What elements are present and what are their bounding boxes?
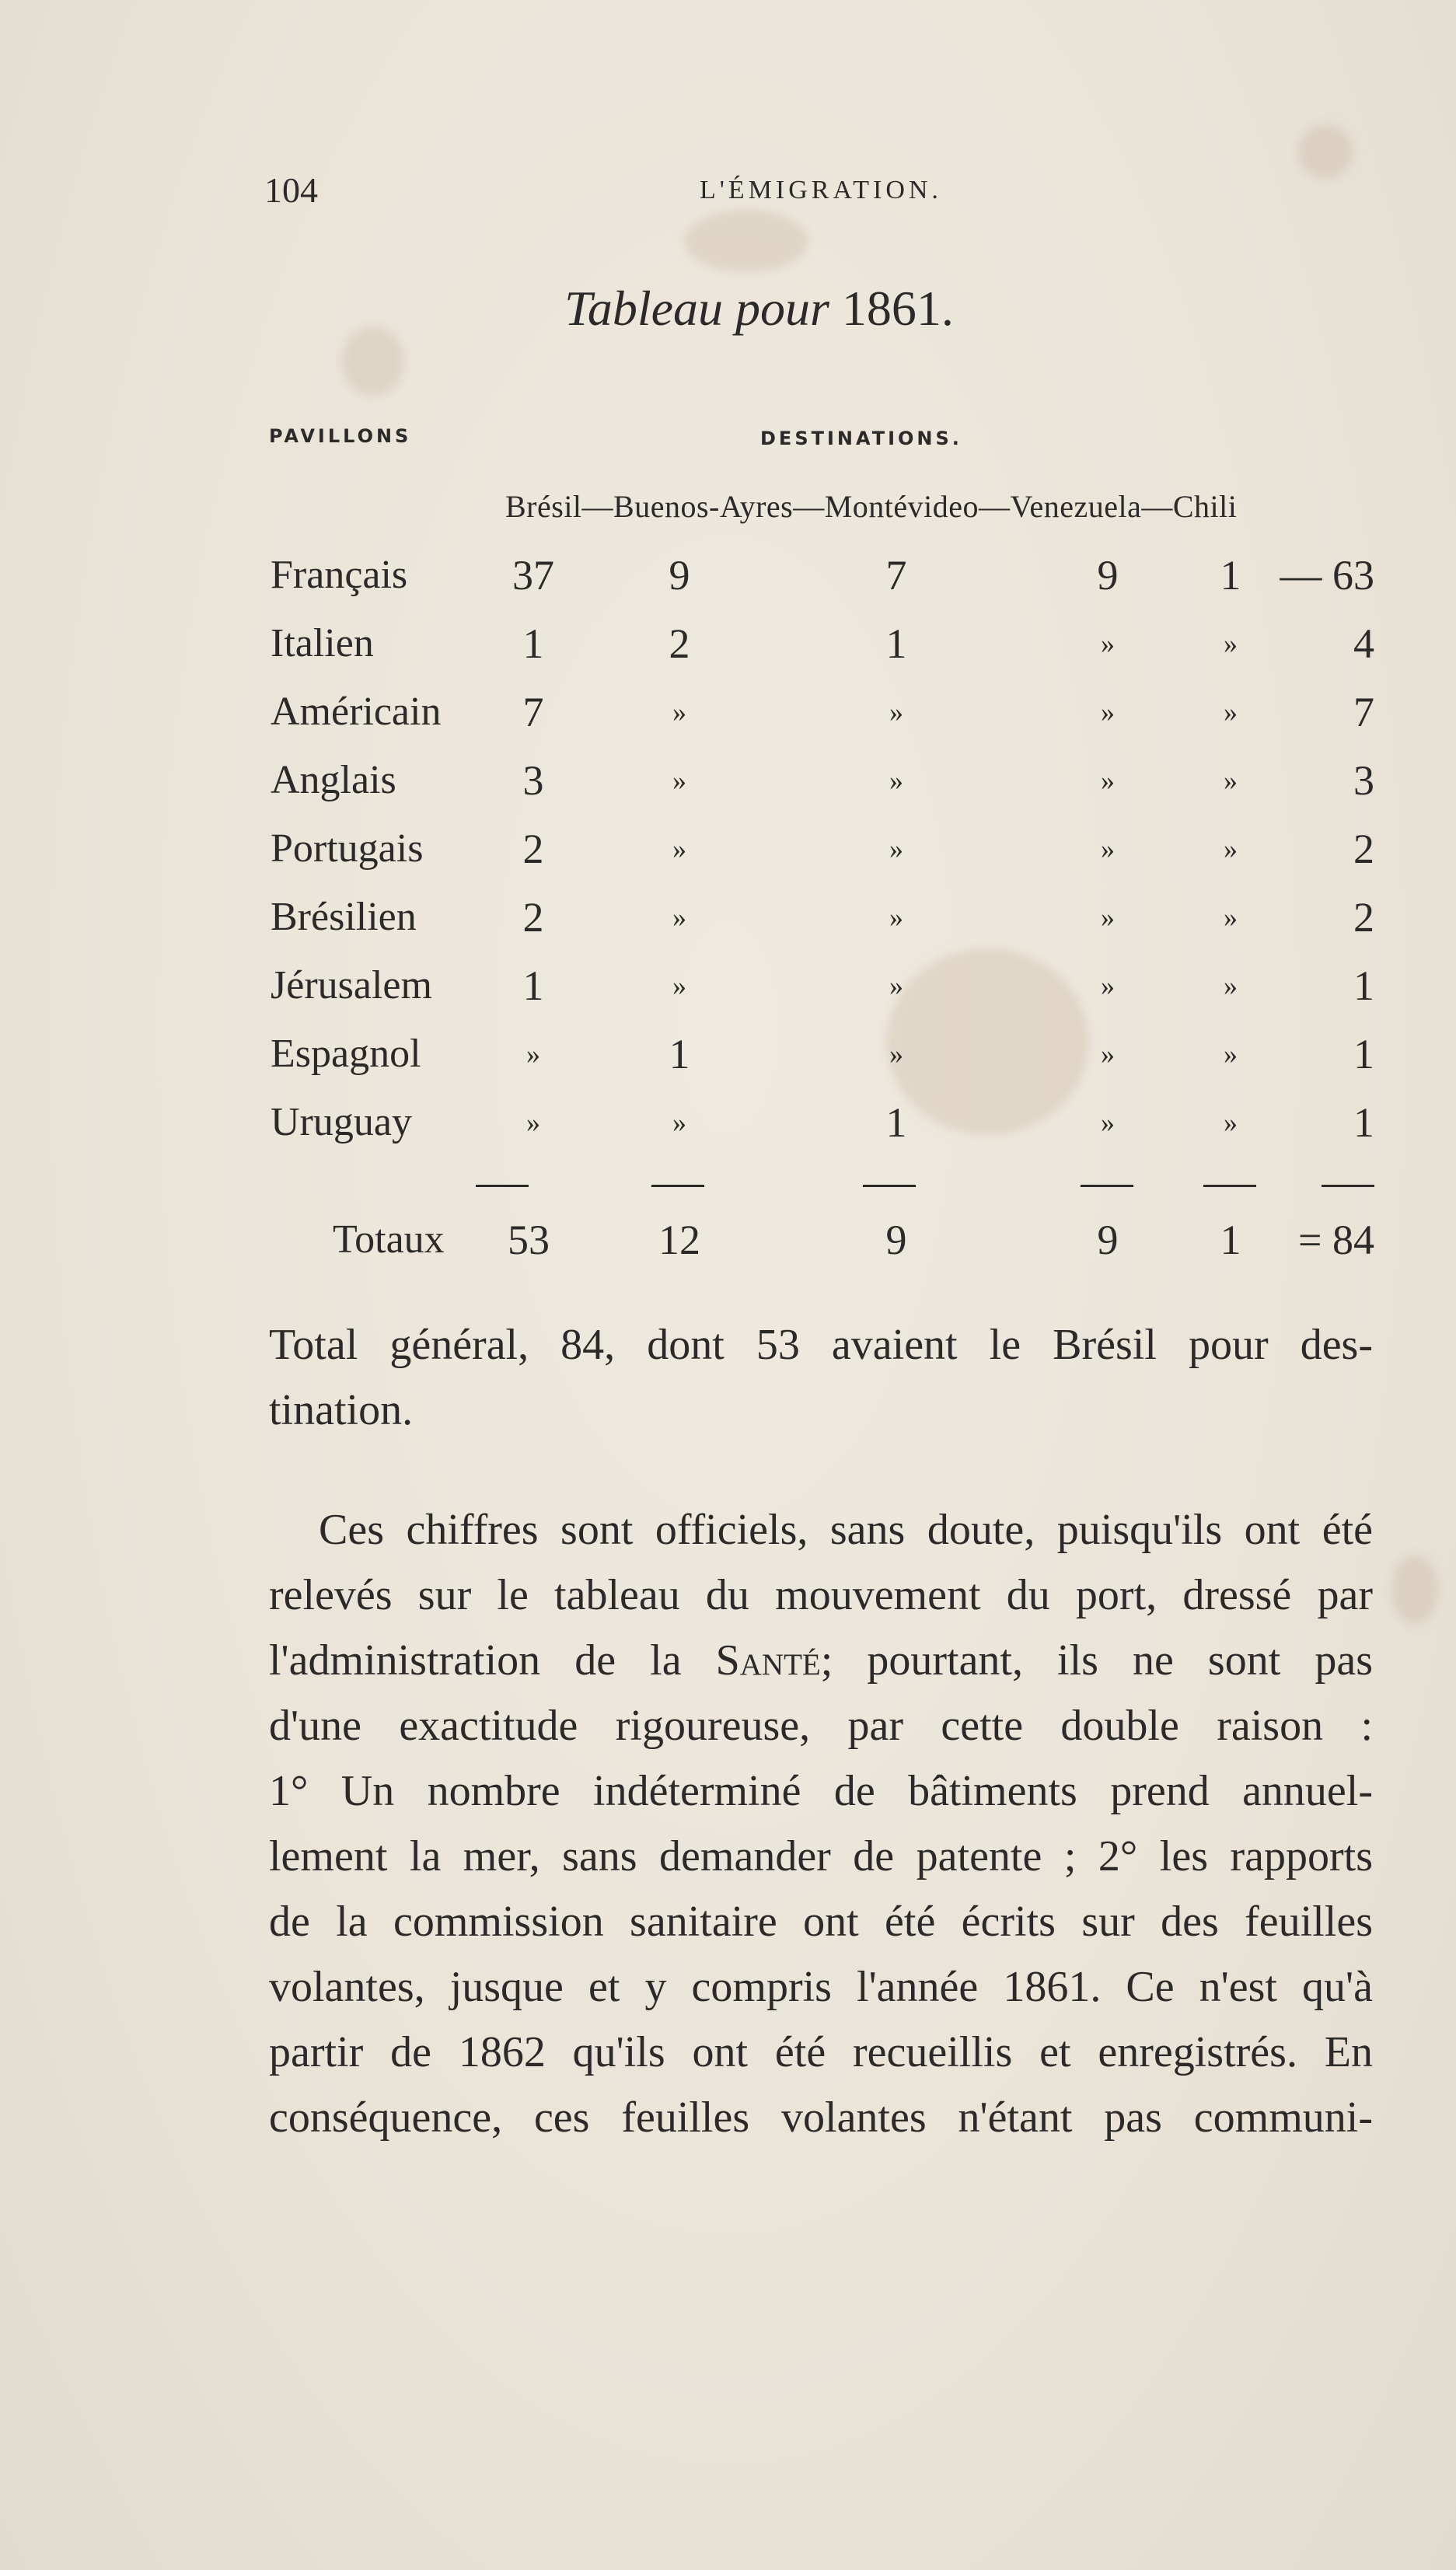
cell-chili: 1	[1220, 552, 1241, 599]
total-montevideo: 9	[885, 1217, 907, 1263]
cell-venezuela: »	[1101, 970, 1115, 1001]
cell-venezuela: »	[1101, 902, 1115, 933]
cell-bresil: 2	[522, 826, 544, 872]
text-line: de la commission sanitaire ont été écrits sur des feuilles	[269, 1898, 1373, 1946]
flag-name: Jérusalem	[271, 963, 432, 1007]
destinations-list: Brésil—Buenos-Ayres—Montévideo—Venezuela—Chili	[505, 489, 1238, 524]
total-bresil: 53	[508, 1217, 550, 1263]
cell-total: 1	[1353, 1031, 1374, 1077]
text-line: Ces chiffres sont officiels, sans doute, puisqu'ils ont été	[319, 1506, 1373, 1554]
cell-montevideo: 1	[885, 1099, 907, 1146]
cell-buenos-ayres: »	[672, 1107, 686, 1138]
cell-total: 2	[1353, 826, 1374, 872]
cell-buenos-ayres: »	[672, 970, 686, 1001]
table-row	[0, 1091, 1456, 1154]
text-line: relevés sur le tableau du mouvement du port, dressé par	[269, 1571, 1373, 1619]
cell-buenos-ayres: »	[672, 902, 686, 933]
text-line: tination.	[269, 1386, 414, 1434]
column-header-pavillons: PAVILLONS	[269, 425, 412, 447]
running-head	[264, 169, 1384, 216]
cell-total: 7	[1353, 689, 1374, 735]
text-line: volantes, jusque et y compris l'année 1861. Ce n'est qu'à	[269, 1963, 1373, 2011]
table-rule	[476, 1185, 529, 1187]
cell-buenos-ayres: »	[672, 833, 686, 864]
text-line: conséquence, ces feuilles volantes n'étant pas communi-	[269, 2093, 1373, 2142]
cell-bresil: 1	[522, 620, 544, 667]
text-line	[269, 1628, 1373, 1693]
cell-total: 1	[1353, 1099, 1374, 1146]
cell-chili: »	[1224, 902, 1238, 933]
cell-montevideo: »	[889, 970, 903, 1001]
total-chili: 1	[1220, 1217, 1241, 1263]
text-line: lement la mer, sans demander de patente ; 2° les rapports	[269, 1832, 1373, 1880]
cell-chili: »	[1224, 1039, 1238, 1070]
cell-bresil: 7	[522, 689, 544, 735]
table-title-prefix: Tableau pour	[564, 281, 829, 336]
cell-total: 3	[1353, 757, 1374, 804]
cell-total: 2	[1353, 894, 1374, 941]
cell-buenos-ayres: »	[672, 697, 686, 728]
small-caps-word: Santé	[715, 1636, 821, 1685]
text-segment: ; pourtant, ils ne sont pas	[820, 1636, 1373, 1685]
cell-chili: »	[1224, 970, 1238, 1001]
table-title	[0, 280, 1456, 337]
cell-chili: »	[1224, 1107, 1238, 1138]
cell-bresil: »	[526, 1039, 540, 1070]
paragraph-chiffres-officiels	[269, 1497, 1373, 2150]
table-row	[0, 886, 1456, 948]
cell-bresil: 2	[522, 894, 544, 941]
cell-venezuela: »	[1101, 833, 1115, 864]
flag-name: Américain	[271, 690, 442, 734]
table-row	[0, 1023, 1456, 1085]
text-segment: l'administration de la	[269, 1636, 682, 1685]
cell-montevideo: 1	[885, 620, 907, 667]
flag-name: Brésilien	[271, 895, 417, 939]
flag-name: Italien	[271, 621, 374, 665]
total-buenos-ayres: 12	[658, 1217, 700, 1263]
cell-montevideo: »	[889, 833, 903, 864]
cell-bresil: »	[526, 1107, 540, 1138]
cell-venezuela: »	[1101, 697, 1115, 728]
text-line: 1° Un nombre indéterminé de bâtiments prend annuel-	[269, 1767, 1373, 1815]
text-line: d'une exactitude rigoureuse, par cette double raison :	[269, 1702, 1373, 1750]
cell-buenos-ayres: 2	[669, 620, 690, 667]
totals-label: Totaux	[333, 1217, 445, 1262]
table-row	[0, 681, 1456, 743]
table-row	[0, 613, 1456, 675]
table-row	[0, 955, 1456, 1017]
cell-montevideo: »	[889, 697, 903, 728]
table-rule	[863, 1185, 916, 1187]
table-rule	[1081, 1185, 1133, 1187]
cell-montevideo: »	[889, 1039, 903, 1070]
table-rule	[651, 1185, 704, 1187]
cell-bresil: 37	[512, 552, 554, 599]
paper-stain	[684, 210, 808, 272]
flag-name: Uruguay	[271, 1100, 412, 1144]
cell-chili: »	[1224, 833, 1238, 864]
paragraph-total-general	[269, 1312, 1373, 1443]
running-title: L'ÉMIGRATION.	[700, 176, 942, 204]
flag-name: Anglais	[271, 758, 396, 802]
table-rule	[1322, 1185, 1374, 1187]
cell-total: 4	[1353, 620, 1374, 667]
cell-chili: »	[1224, 765, 1238, 796]
cell-chili: »	[1224, 628, 1238, 659]
table-row	[0, 544, 1456, 606]
table-row	[0, 749, 1456, 812]
cell-venezuela: »	[1101, 628, 1115, 659]
cell-montevideo: »	[889, 765, 903, 796]
table-rule	[1203, 1185, 1256, 1187]
cell-venezuela: 9	[1097, 552, 1119, 599]
cell-montevideo: 7	[885, 552, 907, 599]
cell-total: 1	[1353, 962, 1374, 1009]
text-line: partir de 1862 qu'ils ont été recueillis et enregistrés. En	[269, 2028, 1373, 2076]
column-header-destinations: DESTINATIONS.	[760, 428, 962, 449]
table-title-year: 1861.	[841, 281, 954, 336]
cell-venezuela: »	[1101, 765, 1115, 796]
totals-row	[0, 1209, 1456, 1271]
table-row	[0, 818, 1456, 880]
cell-buenos-ayres: »	[672, 765, 686, 796]
flag-name: Français	[271, 553, 408, 597]
cell-bresil: 3	[522, 757, 544, 804]
cell-total: — 63	[1280, 552, 1374, 599]
cell-chili: »	[1224, 697, 1238, 728]
flag-name: Portugais	[271, 826, 424, 871]
cell-montevideo: »	[889, 902, 903, 933]
total-venezuela: 9	[1097, 1217, 1119, 1263]
page-number: 104	[264, 170, 318, 210]
cell-venezuela: »	[1101, 1039, 1115, 1070]
paper-stain	[1391, 1555, 1438, 1625]
text-line: Total général, 84, dont 53 avaient le Brésil pour des-	[269, 1321, 1373, 1369]
cell-venezuela: »	[1101, 1107, 1115, 1138]
flag-name: Espagnol	[271, 1032, 421, 1076]
total-grand: = 84	[1298, 1217, 1374, 1263]
cell-bresil: 1	[522, 962, 544, 1009]
cell-buenos-ayres: 9	[669, 552, 690, 599]
cell-buenos-ayres: 1	[669, 1031, 690, 1077]
